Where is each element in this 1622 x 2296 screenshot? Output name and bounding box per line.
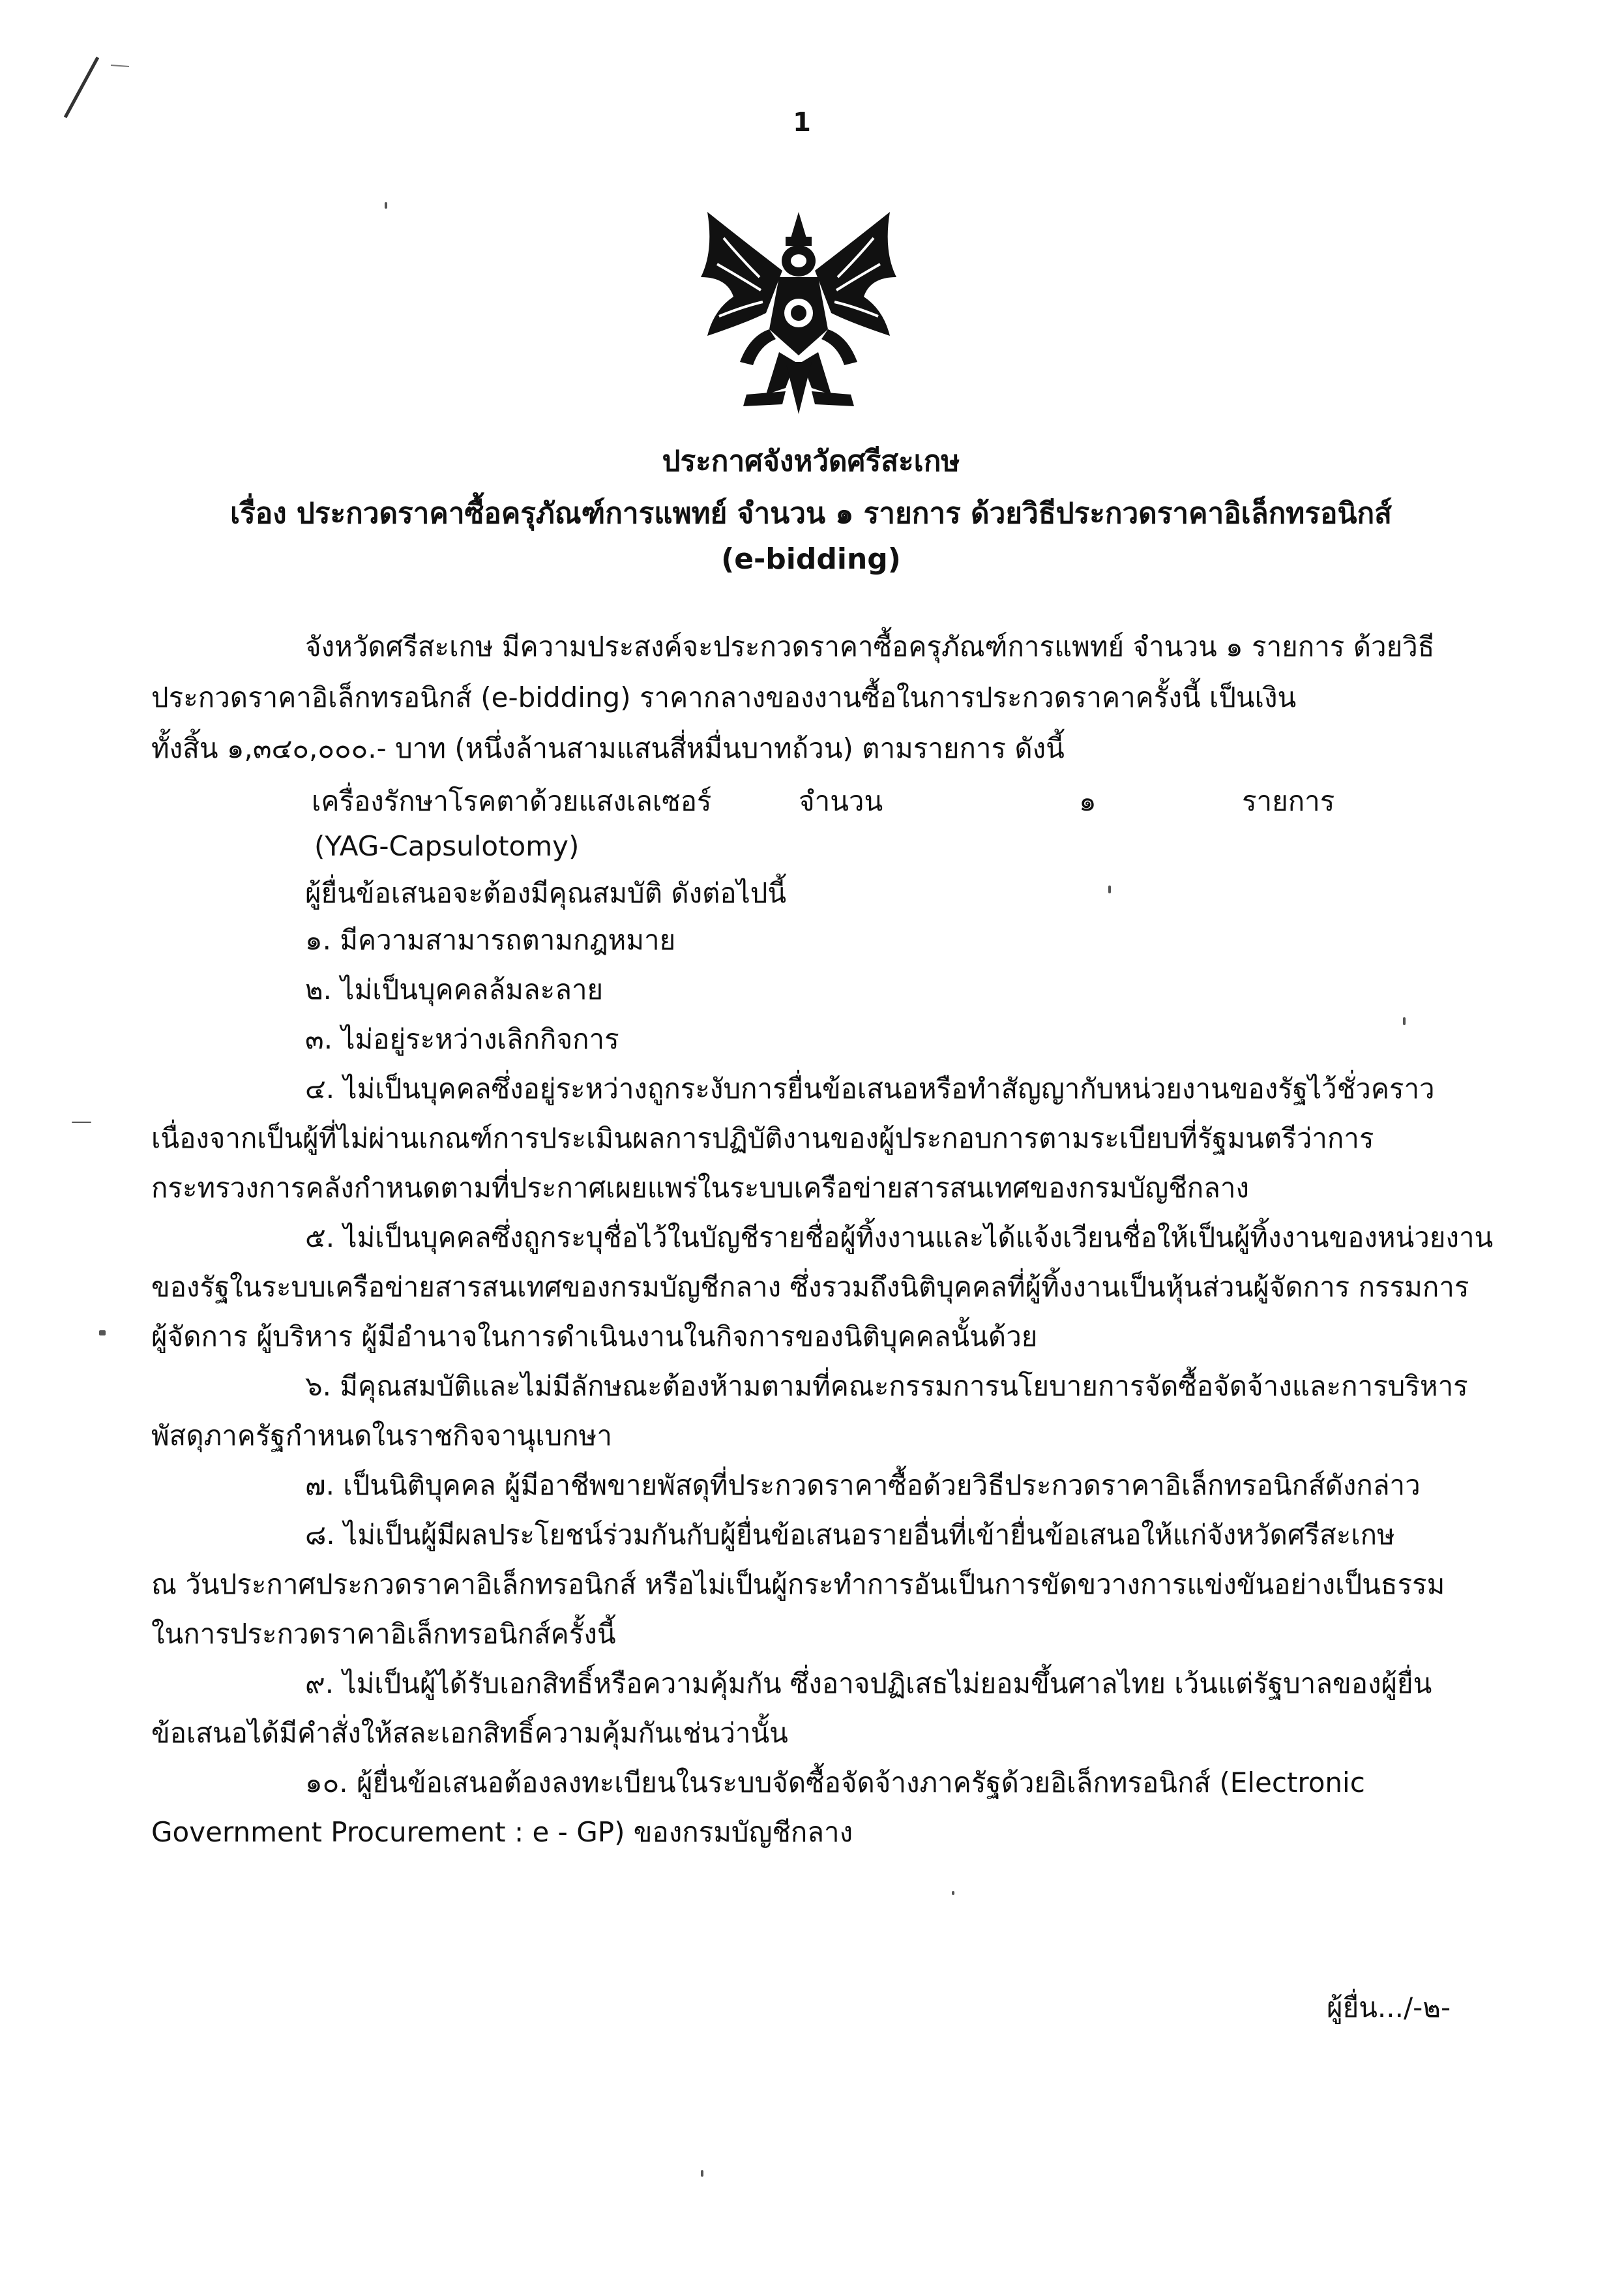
qualification-line: ๗. เป็นนิติบุคคล ผู้มีอาชีพขายพัสดุที่ประกวดราคาซื้อด้วยวิธีประกวดราคาอิเล็กทรอนิกส์ดังกล่าว	[305, 1469, 1421, 1501]
scan-speck	[99, 1330, 106, 1335]
scan-speck	[1108, 886, 1111, 893]
qualification-line: พัสดุภาครัฐกำหนดในราชกิจจานุเบกษา	[151, 1420, 612, 1452]
qualification-line: ของรัฐในระบบเครือข่ายสารสนเทศของกรมบัญชีกลาง ซึ่งรวมถึงนิติบุคคลที่ผู้ทิ้งงานเป็นหุ้นส่วนผู้จัดการ กรรมการ	[151, 1271, 1469, 1303]
item-qty: ๑	[1079, 785, 1097, 817]
qualification-line: ๙. ไม่เป็นผู้ได้รับเอกสิทธิ์หรือความคุ้มกัน ซึ่งอาจปฏิเสธไม่ยอมขึ้นศาลไทย เว้นแต่รัฐบาลของผู้ยื่น	[305, 1667, 1432, 1699]
qualification-line: Government Procurement : e - GP) ของกรมบัญชีกลาง	[151, 1816, 853, 1848]
qualification-line: ณ วันประกาศประกวดราคาอิเล็กทรอนิกส์ หรือไม่เป็นผู้กระทำการอันเป็นการขัดขวางการแข่งขันอย่างเป็นธรรม	[151, 1568, 1445, 1600]
page-number: 1	[793, 108, 811, 138]
qualification-line: ๖. มีคุณสมบัติและไม่มีลักษณะต้องห้ามตามที่คณะกรรมการนโยบายการจัดซื้อจัดจ้างและการบริหาร	[305, 1370, 1468, 1402]
item-qty-label: จำนวน	[799, 785, 883, 817]
qualification-line: ๒. ไม่เป็นบุคคลล้มละลาย	[305, 974, 604, 1006]
qualification-line: กระทรวงการคลังกำหนดตามที่ประกาศเผยแพร่ในระบบเครือข่ายสารสนเทศของกรมบัญชีกลาง	[151, 1172, 1249, 1204]
announcement-method: (e-bidding)	[721, 543, 901, 576]
qualification-line: ๓. ไม่อยู่ระหว่างเลิกกิจการ	[305, 1023, 619, 1055]
item-detail: (YAG-Capsulotomy)	[314, 830, 580, 862]
announcement-subject: เรื่อง ประกวดราคาซื้อครุภัณฑ์การแพทย์ จำนวน ๑ รายการ ด้วยวิธีประกวดราคาอิเล็กทรอนิกส์	[230, 497, 1392, 530]
qualification-line: ๔. ไม่เป็นบุคคลซึ่งอยู่ระหว่างถูกระงับการยื่นข้อเสนอหรือทำสัญญากับหน่วยงานของรัฐไว้ชั่วคราว	[305, 1073, 1435, 1105]
item-unit: รายการ	[1242, 785, 1335, 817]
intro-line-3: ทั้งสิ้น ๑,๓๔๐,๐๐๐.- บาท (หนึ่งล้านสามแสนสี่หมื่นบาทถ้วน) ตามรายการ ดังนี้	[151, 732, 1065, 764]
qualification-line: ๑๐. ผู้ยื่นข้อเสนอต้องลงทะเบียนในระบบจัดซื้อจัดจ้างภาครัฐด้วยอิเล็กทรอนิกส์ (Electronic	[305, 1767, 1365, 1798]
intro-line-1: จังหวัดศรีสะเกษ มีความประสงค์จะประกวดราคาซื้อครุภัณฑ์การแพทย์ จำนวน ๑ รายการ ด้วยวิธี	[305, 631, 1435, 663]
qualification-line: ๕. ไม่เป็นบุคคลซึ่งถูกระบุชื่อไว้ในบัญชีรายชื่อผู้ทิ้งงานและได้แจ้งเวียนชื่อให้เป็นผู้ทิ้งงานของหน่วยงาน	[305, 1221, 1494, 1253]
qualifications-intro: ผู้ยื่นข้อเสนอจะต้องมีคุณสมบัติ ดังต่อไปนี้	[305, 877, 787, 909]
qualification-line: ในการประกวดราคาอิเล็กทรอนิกส์ครั้งนี้	[151, 1618, 616, 1650]
pen-stroke-mark	[52, 52, 130, 130]
qualification-line: ข้อเสนอได้มีคำสั่งให้สละเอกสิทธิ์ความคุ้มกันเช่นว่านั้น	[151, 1717, 788, 1749]
qualification-line: เนื่องจากเป็นผู้ที่ไม่ผ่านเกณฑ์การประเมินผลการปฏิบัติงานของผู้ประกอบการตามระเบียบที่รัฐมนตรีว่าการ	[151, 1122, 1374, 1154]
intro-line-2: ประกวดราคาอิเล็กทรอนิกส์ (e-bidding) ราคากลางของงานซื้อในการประกวดราคาครั้งนี้ เป็นเงิน	[151, 681, 1297, 713]
announcement-title: ประกาศจังหวัดศรีสะเกษ	[662, 445, 960, 478]
scan-speck	[1403, 1017, 1406, 1025]
scan-speck	[952, 1891, 954, 1895]
scan-speck	[701, 2170, 703, 2177]
next-page-reference: ผู้ยื่น.../-๒-	[1327, 1991, 1451, 2023]
item-name: เครื่องรักษาโรคตาด้วยแสงเลเซอร์	[312, 785, 712, 817]
qualification-line: ๘. ไม่เป็นผู้มีผลประโยชน์ร่วมกันกับผู้ยื่นข้อเสนอรายอื่นที่เข้ายื่นข้อเสนอให้แก่จังหวัดศรีสะเกษ	[305, 1519, 1395, 1551]
garuda-emblem-icon	[688, 199, 909, 421]
scan-speck	[72, 1122, 91, 1123]
qualification-line: ผู้จัดการ ผู้บริหาร ผู้มีอำนาจในการดำเนินงานในกิจการของนิติบุคคลนั้นด้วย	[151, 1320, 1038, 1352]
item-row	[0, 780, 1622, 819]
qualification-line: ๑. มีความสามารถตามกฎหมาย	[305, 924, 676, 956]
scan-speck	[385, 202, 387, 209]
